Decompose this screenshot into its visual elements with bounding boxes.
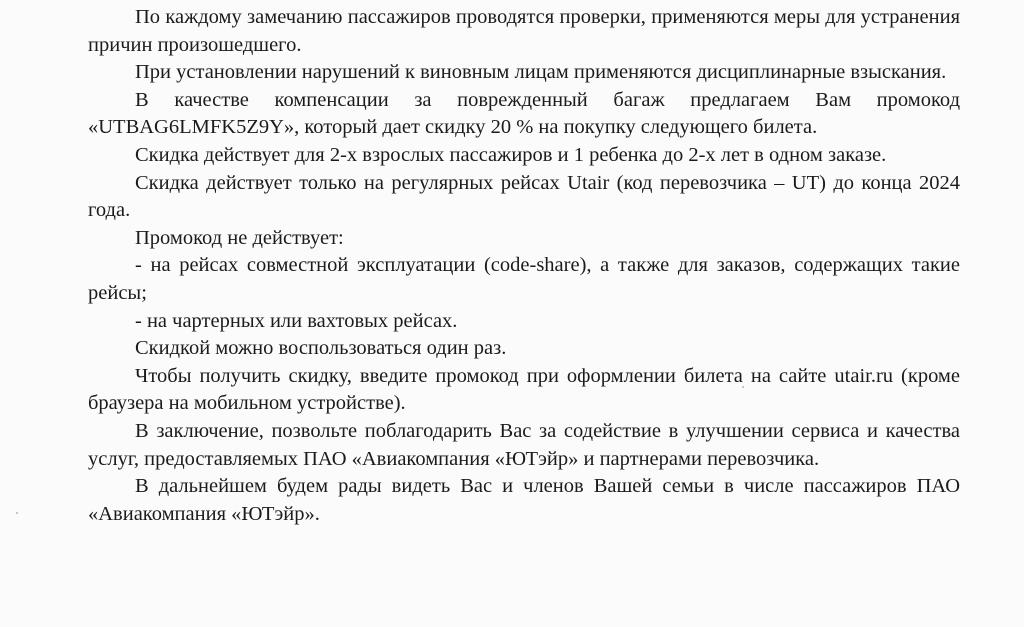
paragraph-single-use: Скидкой можно воспользоваться один раз. bbox=[135, 337, 507, 360]
paragraph-closing: В дальнейшем будем рады видеть Вас и членов Вашей семьи в числе пассажиров ПАО «Авиакомпания «ЮТэйр». bbox=[88, 475, 960, 525]
paragraph-discount-flights: Скидка действует только на регулярных рейсах Utair (код перевозчика – UT) до конца 2024 года. bbox=[88, 171, 960, 222]
list-item-code-share: - на рейсах совместной эксплуатации (code-share), а также для заказов, содержащих такие рейсы; bbox=[88, 254, 960, 304]
letter-body bbox=[88, 4, 960, 528]
list-item-charter: - на чартерных или вахтовых рейсах. bbox=[135, 309, 458, 332]
paragraph-discount-passengers: Скидка действует для 2-х взрослых пассажиров и 1 ребенка до 2-х лет в одном заказе. bbox=[135, 143, 887, 166]
paragraph-promo-restrictions: Промокод не действует: bbox=[135, 226, 344, 249]
paragraph-promo-code: В качестве компенсации за поврежденный багаж предлагаем Вам промокод «UTBAG6LMFK5Z9Y», который дает скидку 20 % на покупку следующего билета. bbox=[88, 88, 960, 139]
paragraph-thanks: В заключение, позвольте поблагодарить Вас за содействие в улучшении сервиса и качества услуг, предоставляемых ПАО «Авиакомпания «ЮТэйр» и партнерами перевозчика. bbox=[88, 419, 960, 470]
paragraph-how-to-use: Чтобы получить скидку, введите промокод при оформлении билета на сайте utair.ru (кроме браузера на мобильном устройстве). bbox=[88, 364, 960, 415]
scan-speck bbox=[16, 512, 18, 514]
paragraph-inspections: По каждому замечанию пассажиров проводятся проверки, применяются меры для устранения причин произошедшего. bbox=[88, 6, 960, 56]
paragraph-disciplinary: При установлении нарушений к виновным лицам применяются дисциплинарные взыскания. bbox=[135, 61, 947, 84]
